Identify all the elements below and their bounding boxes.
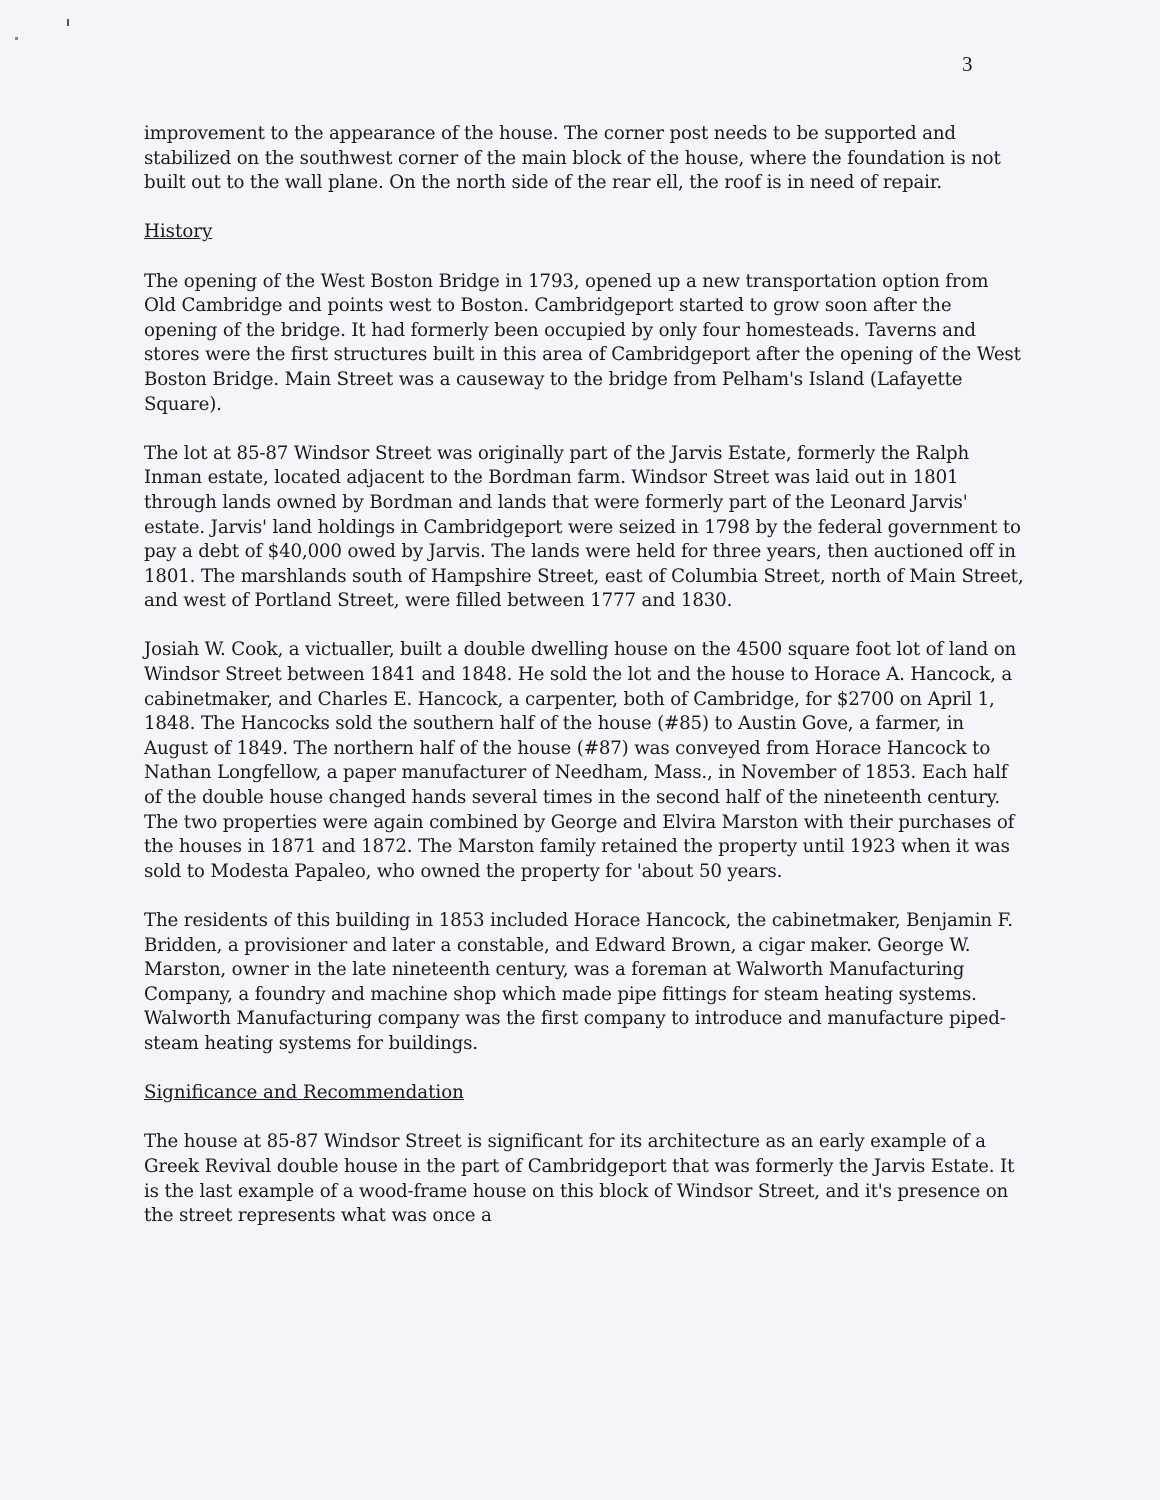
history-paragraph-4: The residents of this building in 1853 included Horace Hancock, the cabinetmaker, Benjamin F. Bridden, a provisioner and later a constable, and Edward Brown, a cigar maker. George W. Marston, owner in the late nineteenth century, was a foreman at Walworth Manufacturing Company, a foundry and machine shop which made pipe fittings for steam heating systems. Walworth Manufacturing company was the first company to introduce and manufacture piped-steam heating systems for buildings.: [144, 910, 1013, 1054]
document-body: [144, 122, 1024, 1253]
significance-heading: Significance and Recommendation: [144, 1082, 464, 1104]
history-paragraph-1: The opening of the West Boston Bridge in 1793, opened up a new transportation option from Old Cambridge and points west to Boston. Cambridgeport started to grow soon after the opening of the bridge. It had formerly been occupied by only four homesteads. Taverns and stores were the first structures built in this area of Cambridgeport after the opening of the West Boston Bridge. Main Street was a causeway to the bridge from Pelham's Island (Lafayette Square).: [144, 270, 1021, 415]
history-paragraph-3: Josiah W. Cook, a victualler, built a double dwelling house on the 4500 square foot lot of land on Windsor Street between 1841 and 1848. He sold the lot and the house to Horace A. Hancock, a cabinetmaker, and Charles E. Hancock, a carpenter, both of Cambridge, for $2700 on April 1, 1848. The Hancocks sold the southern half of the house (#85) to Austin Gove, a farmer, in August of 1849. The northern half of the house (#87) was conveyed from Horace Hancock to Nathan Longfellow, a paper manufacturer of Needham, Mass., in November of 1853. Each half of the double house changed hands several times in the second half of the nineteenth century. The two properties were again combined by George and Elvira Marston with their purchases of the houses in 1871 and 1872. The Marston family retained the property until 1923 when it was sold to Modesta Papaleo, who owned the property for 'about 50 years.: [144, 639, 1017, 882]
page-number: 3: [962, 52, 973, 76]
history-paragraph-2: The lot at 85-87 Windsor Street was originally part of the Jarvis Estate, formerly the Ralph Inman estate, located adjacent to the Bordman farm. Windsor Street was laid out in 1801 through lands owned by Bordman and lands that were formerly part of the Leonard Jarvis' estate. Jarvis' land holdings in Cambridgeport were seized in 1798 by the federal government to pay a debt of $40,000 owed by Jarvis. The lands were held for three years, then auctioned off in 1801. The marshlands south of Hampshire Street, east of Columbia Street, north of Main Street, and west of Portland Street, were filled between 1777 and 1830.: [144, 442, 1024, 612]
scan-mark: [67, 19, 69, 26]
significance-paragraph-1: The house at 85-87 Windsor Street is significant for its architecture as an early example of a Greek Revival double house in the part of Cambridgeport that was formerly the Jarvis Estate. It is the last example of a wood-frame house on this block of Windsor Street, and it's presence on the street represents what was once a: [144, 1131, 1015, 1227]
scan-mark: [15, 37, 18, 40]
intro-paragraph: improvement to the appearance of the house. The corner post needs to be supported and stabilized on the southwest corner of the main block of the house, where the foundation is not built out to the wall plane. On the north side of the rear ell, the roof is in need of repair.: [144, 123, 1001, 194]
history-heading: History: [144, 221, 213, 243]
